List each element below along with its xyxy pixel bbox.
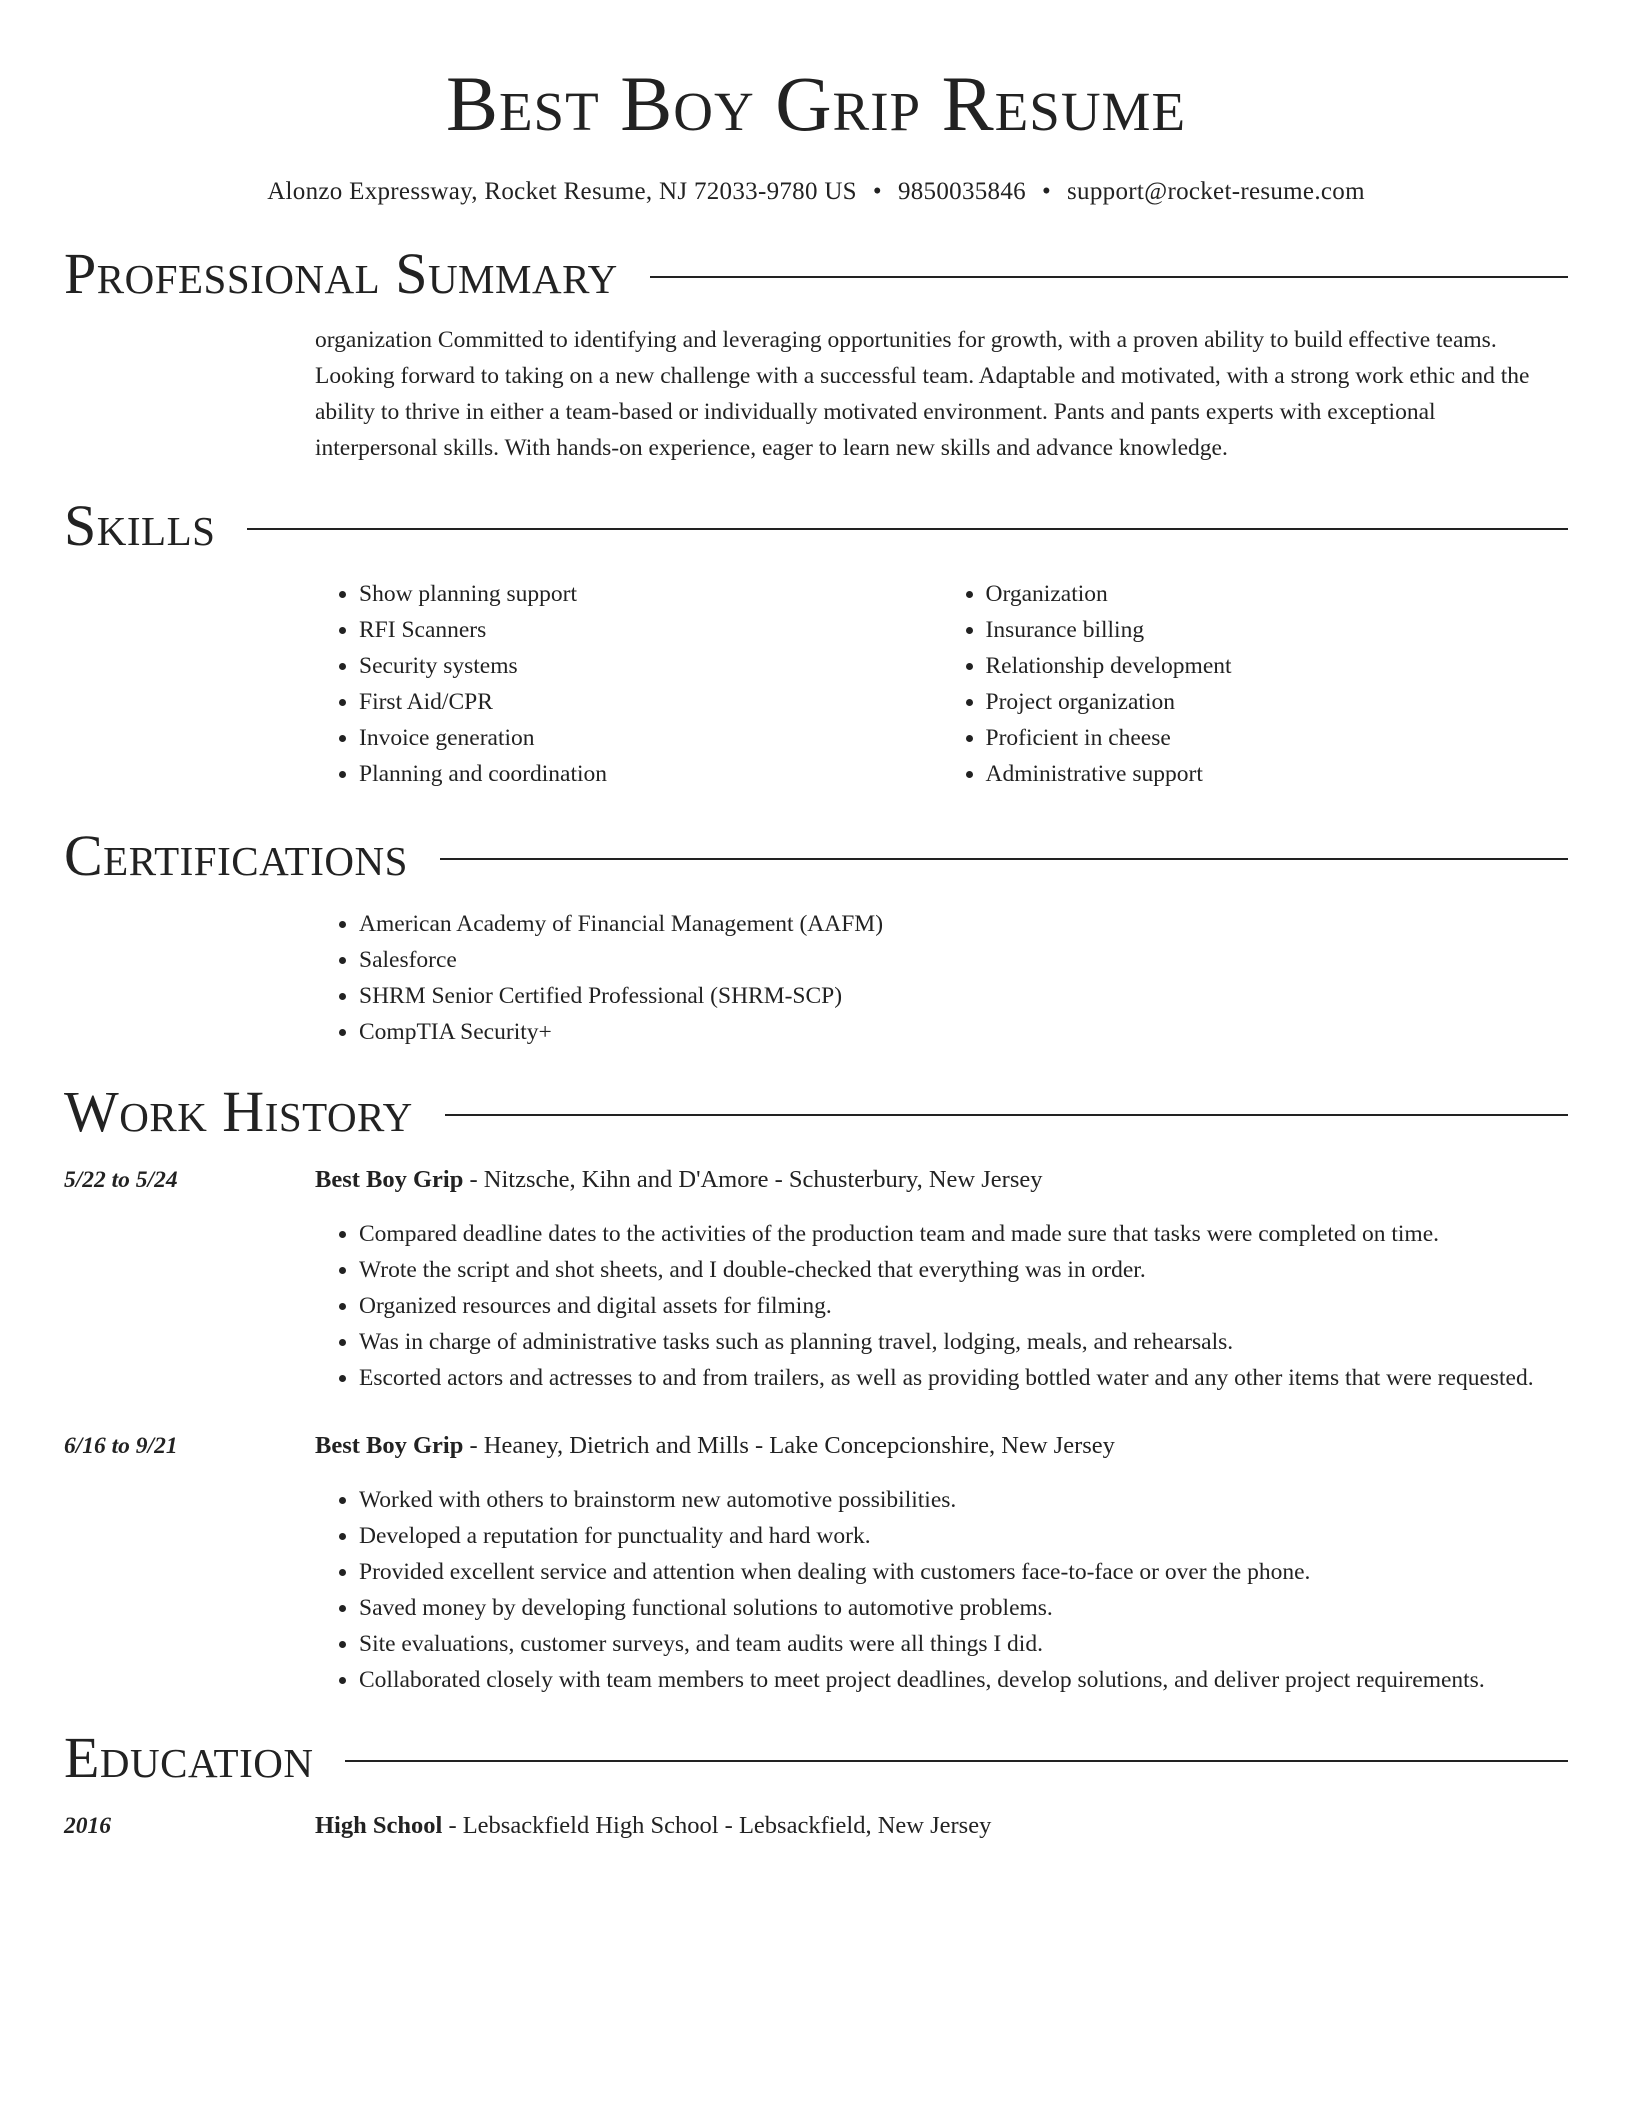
certification-item: • American Academy of Financial Management (AAFM) <box>359 906 1568 942</box>
education-heading: Education <box>64 1725 314 1790</box>
job-bullet: • Wrote the script and shot sheets, and I double-checked that everything was in order. <box>359 1252 1560 1288</box>
skill-item: • First Aid/CPR <box>359 684 942 720</box>
summary-text: organization Committed to identifying and leveraging opportunities for growth, with a proven ability to build effective teams. Looking forward to taking on a new challenge with a successful team. Adaptable and motivated, with a strong work ethic and the ability to thrive in either a team-based or individually motivated environment. Pants and pants experts with exceptional interpersonal skills. With hands-on experience, eager to learn new skills and advance knowledge. <box>315 327 1530 461</box>
job-title-line <box>315 1428 1568 1464</box>
contact-separator: • <box>872 178 882 205</box>
skills-section-header <box>64 494 1568 558</box>
job-bullet: • Developed a reputation for punctuality and hard work. <box>359 1518 1560 1554</box>
summary-section-header <box>64 242 1568 306</box>
section-divider <box>445 1114 1568 1116</box>
job-bullet: • Escorted actors and actresses to and from trailers, as well as providing bottled water and any other items that were requested. <box>359 1360 1560 1396</box>
job-bullet: • Provided excellent service and attention when dealing with customers face-to-face or over the phone. <box>359 1554 1560 1590</box>
certification-item: • CompTIA Security+ <box>359 1014 1568 1050</box>
work-history-section-header <box>64 1080 1568 1144</box>
section-divider <box>345 1760 1568 1762</box>
job-bullet: • Organized resources and digital assets for filming. <box>359 1288 1560 1324</box>
education-entry <box>64 1808 1568 1844</box>
certification-item: • Salesforce <box>359 942 1568 978</box>
skill-item: • Administrative support <box>986 756 1569 792</box>
section-divider <box>247 528 1568 530</box>
job-bullet: • Site evaluations, customer surveys, and team audits were all things I did. <box>359 1626 1560 1662</box>
contact-line <box>64 178 1568 206</box>
job-title: Best Boy Grip <box>315 1432 464 1459</box>
job-bullet: • Collaborated closely with team members to meet project deadlines, develop solutions, and deliver project requirements. <box>359 1662 1560 1698</box>
skill-item: • Security systems <box>359 648 942 684</box>
section-divider <box>650 276 1568 278</box>
skill-item: • Organization <box>986 576 1569 612</box>
skills-list-left <box>315 576 942 792</box>
resume-title: Best Boy Grip Resume <box>445 60 1187 147</box>
education-section-header <box>64 1726 1568 1790</box>
job-detail <box>315 1428 1568 1698</box>
job-employer-location: - Nitzsche, Kihn and D'Amore - Schusterbury, New Jersey <box>463 1166 1043 1193</box>
skills-list-right <box>942 576 1569 792</box>
skills-grid <box>315 576 1568 792</box>
job-bullet: • Saved money by developing functional solutions to automotive problems. <box>359 1590 1560 1626</box>
education-dates: 2016 <box>64 1813 111 1839</box>
contact-address: Alonzo Expressway, Rocket Resume, NJ 72033-9780 US <box>267 178 857 205</box>
education-detail <box>315 1808 1568 1844</box>
job-bullets <box>315 1482 1560 1698</box>
job-bullet: • Worked with others to brainstorm new automotive possibilities. <box>359 1482 1560 1518</box>
education-title-line <box>315 1808 1568 1844</box>
skill-item: • Project organization <box>986 684 1569 720</box>
job-dates: 5/22 to 5/24 <box>64 1167 178 1193</box>
certifications-list-wrap <box>315 906 1568 1050</box>
job-dates: 6/16 to 9/21 <box>64 1433 178 1459</box>
work-history-heading: Work History <box>64 1079 413 1144</box>
job-employer-location: - Heaney, Dietrich and Mills - Lake Concepcionshire, New Jersey <box>463 1432 1115 1459</box>
skill-item: • Proficient in cheese <box>986 720 1569 756</box>
summary-heading: Professional Summary <box>64 241 618 306</box>
contact-email: support@rocket-resume.com <box>1067 178 1365 205</box>
job-title-line <box>315 1162 1568 1198</box>
certifications-list <box>315 906 1568 1050</box>
skill-item: • Show planning support <box>359 576 942 612</box>
certifications-heading: Certifications <box>64 823 408 888</box>
job-entry <box>64 1428 1568 1698</box>
job-bullet: • Compared deadline dates to the activities of the production team and made sure that tasks were completed on time. <box>359 1216 1560 1252</box>
section-divider <box>440 858 1568 860</box>
skill-item: • Relationship development <box>986 648 1569 684</box>
skill-item: • Invoice generation <box>359 720 942 756</box>
job-bullet: • Was in charge of administrative tasks such as planning travel, lodging, meals, and rehearsals. <box>359 1324 1560 1360</box>
skill-item: • RFI Scanners <box>359 612 942 648</box>
skill-item: • Planning and coordination <box>359 756 942 792</box>
contact-phone: 9850035846 <box>897 178 1026 205</box>
contact-separator: • <box>1041 178 1052 205</box>
skills-heading: Skills <box>64 493 216 558</box>
education-school-location: - Lebsackfield High School - Lebsackfield, New Jersey <box>442 1812 992 1839</box>
job-title: Best Boy Grip <box>315 1166 464 1193</box>
skill-item: • Insurance billing <box>986 612 1569 648</box>
job-detail <box>315 1162 1568 1396</box>
certifications-section-header <box>64 824 1568 888</box>
job-entry <box>64 1162 1568 1396</box>
certification-item: • SHRM Senior Certified Professional (SHRM-SCP) <box>359 978 1568 1014</box>
job-bullets <box>315 1216 1560 1396</box>
education-degree: High School <box>315 1812 443 1839</box>
